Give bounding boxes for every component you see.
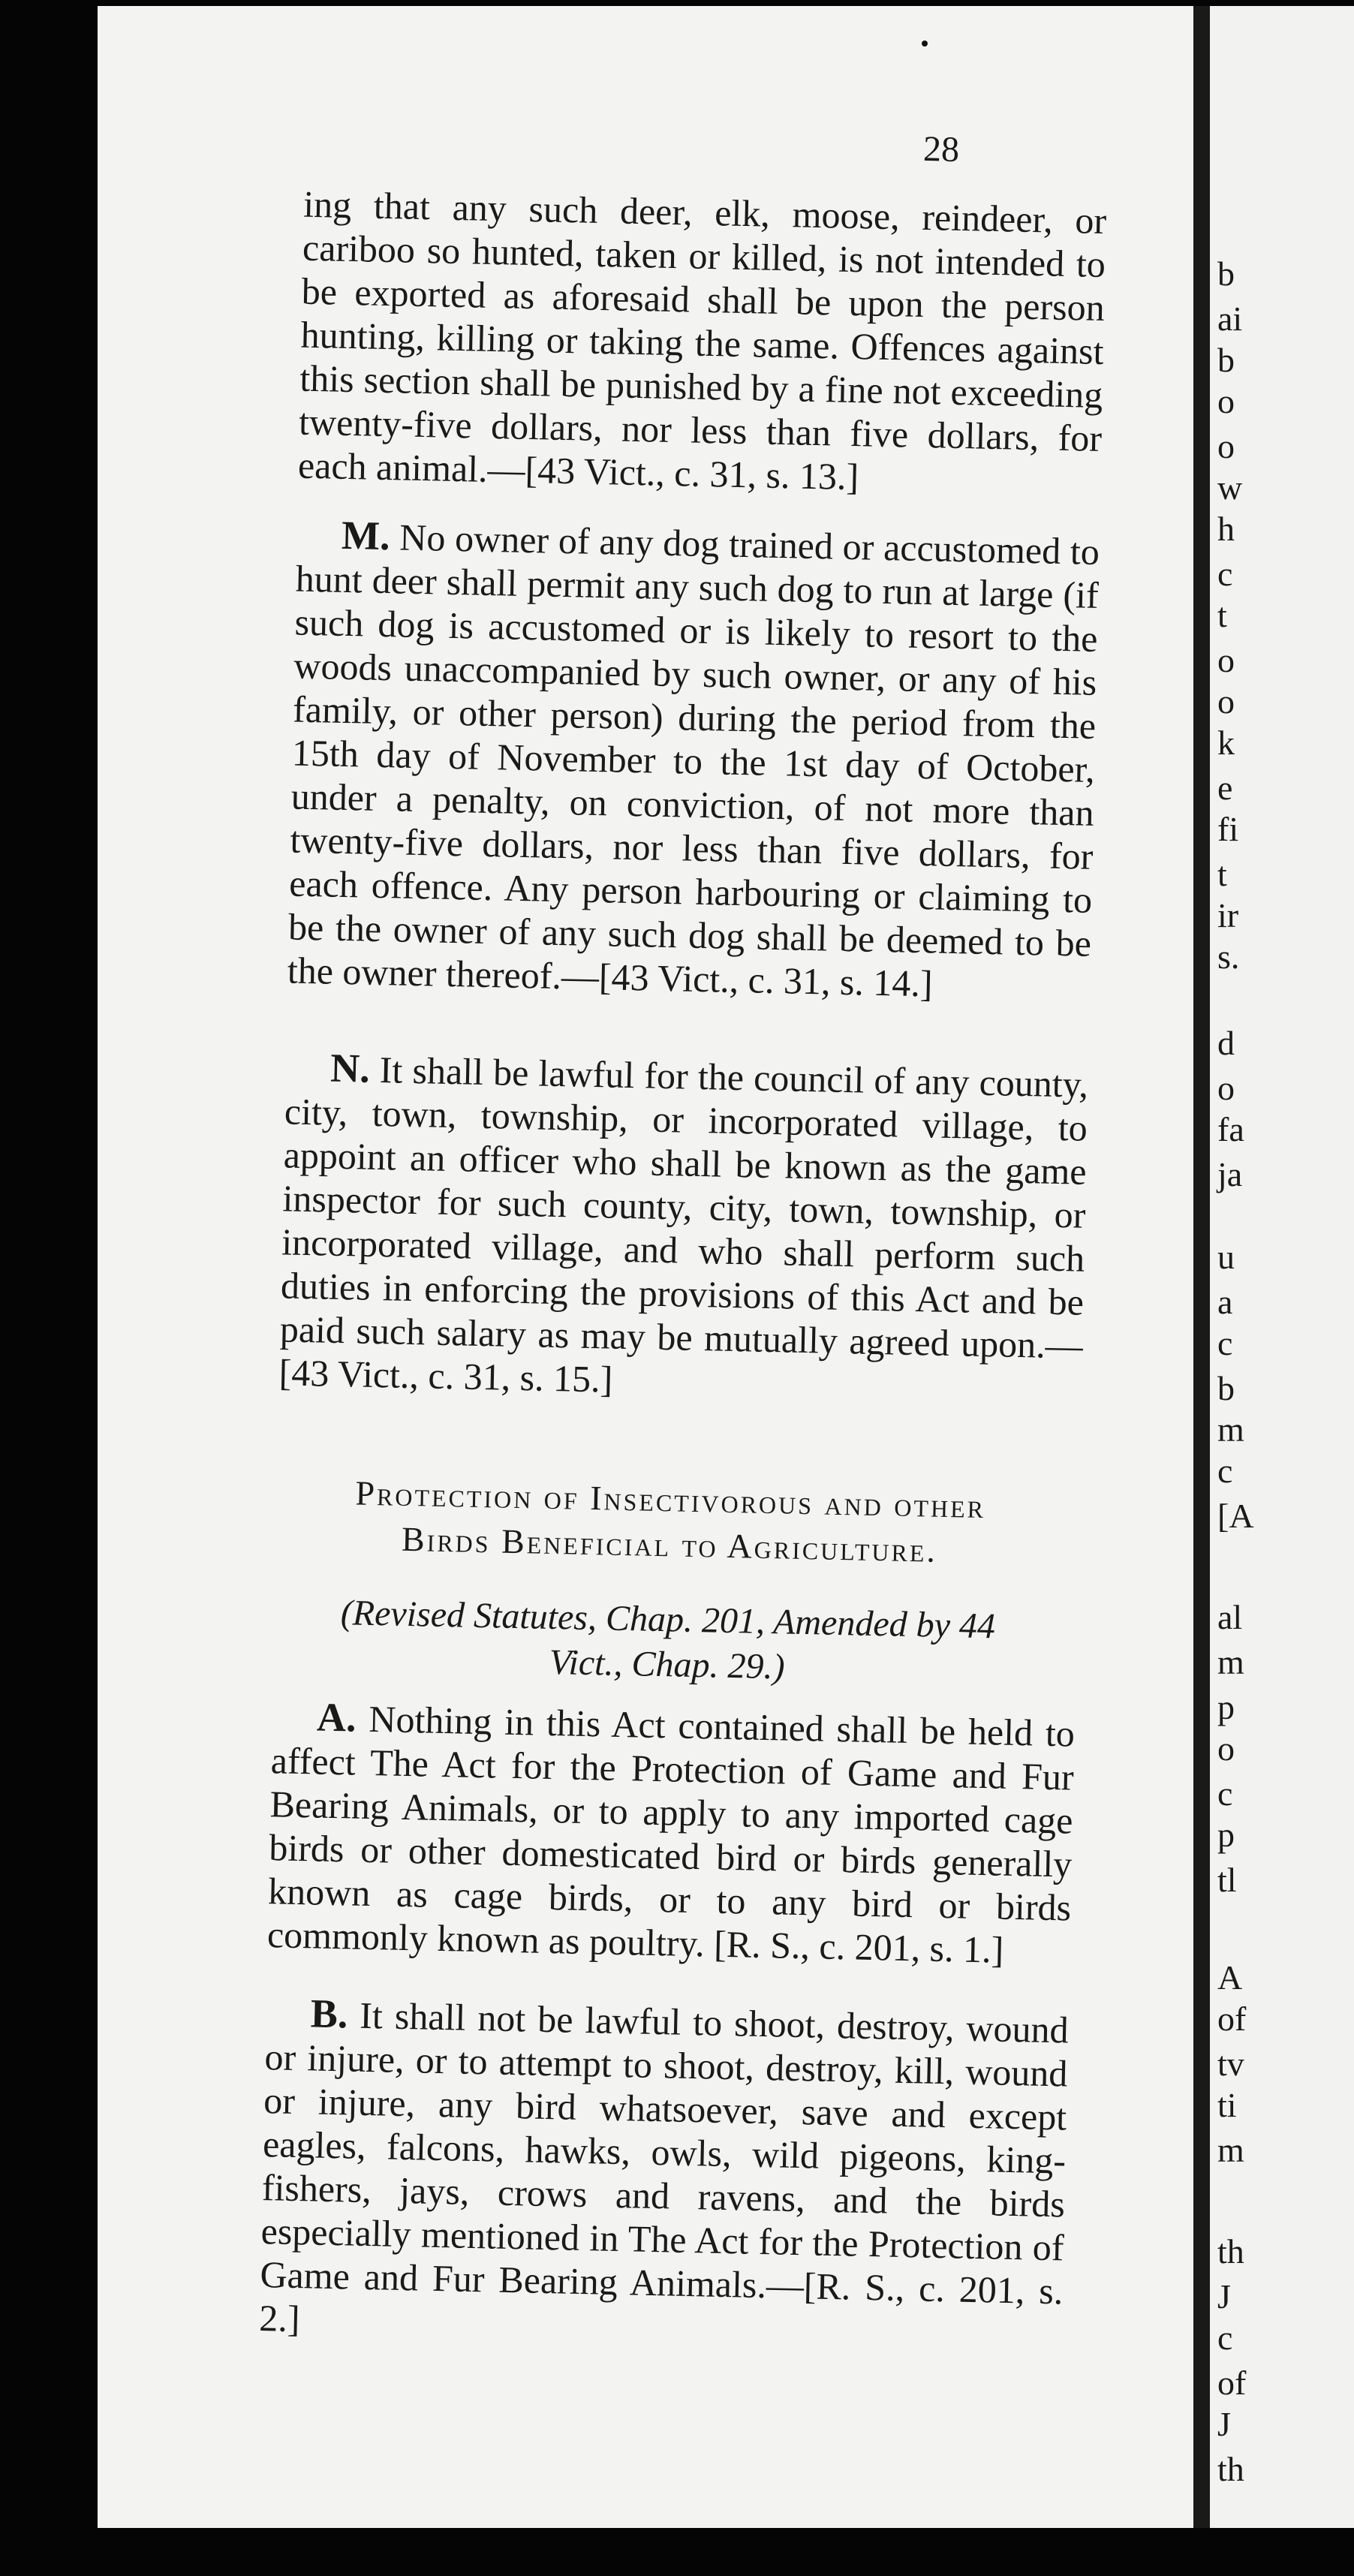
fragment: b [1217, 341, 1235, 379]
fragment: a [1217, 1283, 1233, 1321]
fragment: o [1217, 641, 1235, 679]
fragment: A [1217, 1958, 1243, 1997]
fragment: s. [1217, 937, 1240, 976]
fragment: fi [1217, 810, 1239, 848]
fragment: m [1217, 1643, 1244, 1681]
fragment: c [1217, 1452, 1233, 1490]
fragment: w [1217, 468, 1243, 507]
heading-line: Protection of Insectivorous and other [355, 1473, 986, 1526]
adjacent-page-edge [1210, 6, 1354, 2528]
fragment: fa [1217, 1110, 1244, 1148]
section-letter: B. [310, 1991, 349, 2037]
paragraph-b [259, 1991, 1070, 2356]
fragment: o [1217, 382, 1235, 420]
fragment: J [1217, 2277, 1231, 2316]
paragraph-m [287, 513, 1100, 1009]
paragraph-text: It shall not be lawful to shoot, destroy, wound or injure, or to attempt to shoot, destroy, kill, wound or injure, any bird whatsoever, save and except eagles, falcons, hawks, owls, wild pigeons, king-fishers, jays, crows and ravens, and the birds especially mentioned in The Act for the Protection of Game and Fur Bearing Animals.—[R. S., c. 201, s. 2.] [258, 1994, 1070, 2340]
fragment: of [1217, 2364, 1247, 2402]
fragment: b [1217, 1369, 1235, 1407]
fragment: J [1217, 2405, 1231, 2443]
page-gutter-shadow [1193, 6, 1210, 2528]
section-letter: M. [341, 512, 391, 559]
fragment: c [1217, 1324, 1233, 1362]
page-number: 28 [922, 128, 960, 170]
statute-citation [242, 1588, 1092, 1696]
fragment: p [1217, 1688, 1235, 1726]
section-heading [245, 1468, 1095, 1576]
fragment: o [1217, 1069, 1235, 1107]
fragment: tl [1217, 1861, 1237, 1899]
fragment: tv [1217, 2045, 1244, 2083]
fragment: c [1217, 555, 1233, 593]
fragment: ai [1217, 299, 1243, 338]
paragraph-text: Nothing in this Act contained shall be held to affect The Act for the Protection of Game and Fur Bearing Animals, or to apply to any imported cage birds or other domesticated bird or birds generally known as cage birds, or to any bird or birds commonly known as poultry. [R. S., c. 201, s. 1.] [266, 1697, 1076, 1971]
paragraph-text: No owner of any dog trained or accustomed to hunt deer shall permit any such dog to run at large (if such dog is accustomed or is likely to resort to the woods unaccompanied by such owner, or any of his family, or other person) during the period from the 15th day of November to the 1st day of October, under a penalty, on conviction, of not more than twenty-five dollars, nor less than five dollars, for each offence. Any person harbouring or claiming to be the owner of any such dog shall be deemed to be the owner thereof.—[43 Vict., c. 31, s. 14.] [287, 516, 1100, 1005]
fragment: th [1217, 2232, 1244, 2271]
fragment: b [1217, 254, 1235, 293]
fragment: o [1217, 427, 1235, 465]
fragment: al [1217, 1598, 1243, 1636]
paragraph-a [266, 1694, 1075, 1973]
paragraph-n [278, 1045, 1089, 1410]
fragment: u [1217, 1238, 1235, 1276]
fragment: m [1217, 1410, 1244, 1449]
fragment: ja [1217, 1155, 1243, 1193]
fragment: th [1217, 2450, 1244, 2488]
fragment: m [1217, 2131, 1244, 2169]
fragment: t [1217, 855, 1227, 893]
paragraph-continuation [297, 182, 1106, 504]
section-letter: N. [329, 1045, 371, 1091]
paragraph-text: ing that any such deer, elk, moose, reindeer, or cariboo so hunted, taken or killed, is not intended to be exported as aforesaid shall be upon the person hunting, killing or taking the same. Offences against this section shall be punished by a fine not exceeding twenty-five dollars, nor less than five dollars, for each animal.—[43 Vict., c. 31, s. 13.] [297, 182, 1107, 498]
fragment: o [1217, 1729, 1235, 1768]
fragment: t [1217, 596, 1227, 634]
fragment: o [1217, 682, 1235, 721]
fragment: p [1217, 1816, 1235, 1854]
fragment: [A [1217, 1497, 1254, 1535]
fragment: c [1217, 1774, 1233, 1813]
fragment: h [1217, 510, 1235, 548]
heading-line: Birds Beneficial to Agriculture. [401, 1519, 938, 1569]
fragment: k [1217, 724, 1235, 762]
section-letter: A. [316, 1694, 357, 1741]
fragment: c [1217, 2319, 1233, 2357]
citation-line: (Revised Statutes, Chap. 201, Amended by 44 [340, 1593, 996, 1647]
paragraph-text: It shall be lawful for the council of any county, city, town, township, or incorporated village, to appoint an officer who shall be known as the game inspector for such county, city, town, township, or incorporated village, and who shall perform such duties in enforcing the provisions of this Act and be paid such salary as may be mutually agreed upon.—[43 Vict., c. 31, s. 15.] [278, 1049, 1089, 1401]
fragment: ir [1217, 896, 1239, 934]
fragment: d [1217, 1024, 1235, 1062]
fragment: e [1217, 769, 1233, 807]
fragment: of [1217, 2000, 1247, 2038]
fragment: ti [1217, 2086, 1237, 2124]
scan-speck [922, 41, 928, 47]
citation-line: Vict., Chap. 29.) [549, 1642, 786, 1687]
